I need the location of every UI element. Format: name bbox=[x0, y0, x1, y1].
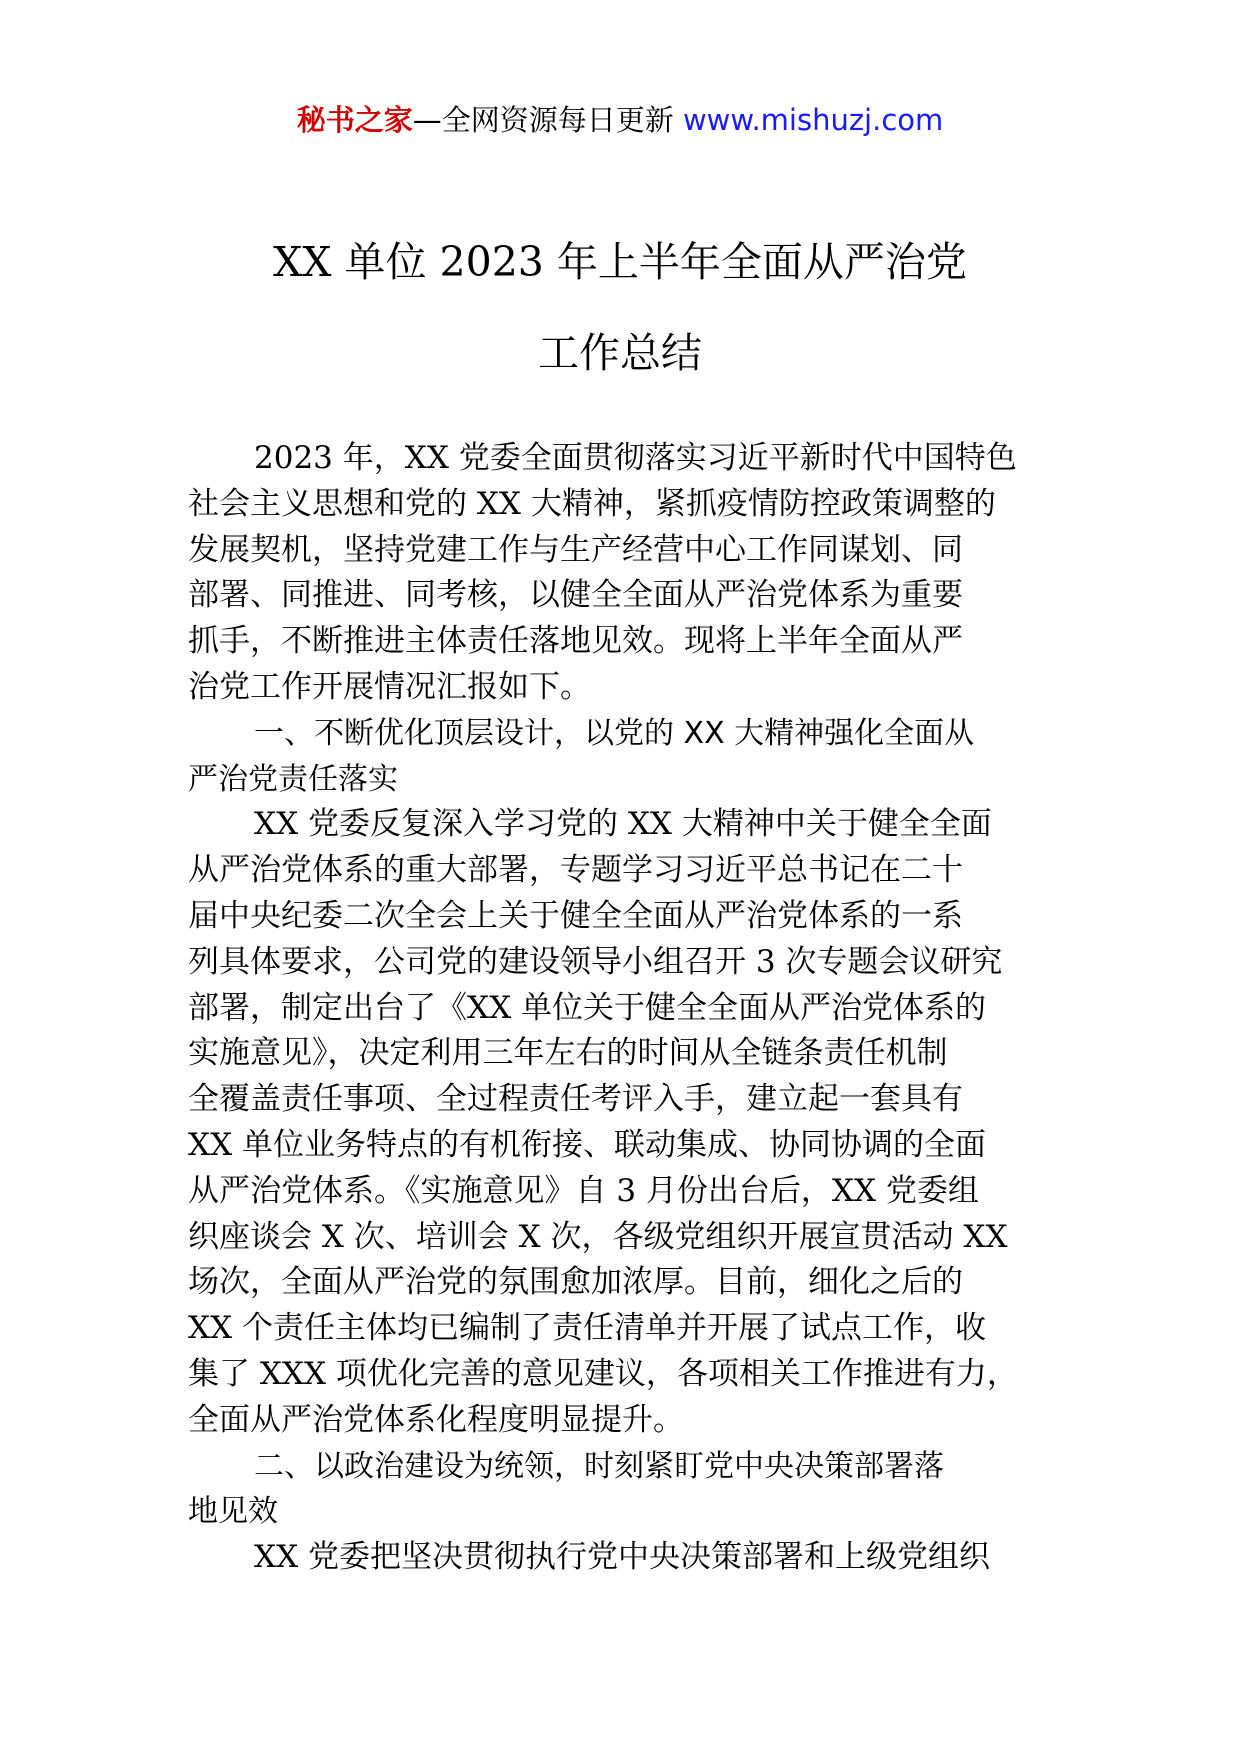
section-heading-1-cont: 严治党责任落实 bbox=[188, 761, 398, 797]
site-url-link[interactable]: www.mishuzj.com bbox=[682, 103, 944, 137]
body-line: XX 党委反复深入学习党的 XX 大精神中关于健全全面 bbox=[254, 806, 992, 843]
body-line: 织座谈会 X 次、培训会 X 次，各级党组织开展宣贯活动 XX bbox=[188, 1218, 1008, 1255]
body-line: 集了 XXX 项优化完善的意见建议，各项相关工作推进有力， bbox=[188, 1355, 1018, 1392]
document-title-line-2: 工作总结 bbox=[538, 329, 702, 377]
brand-name: 秘书之家 bbox=[296, 103, 413, 137]
body-line: 社会主义思想和党的 XX 大精神，紧抓疫情防控政策调整的 bbox=[188, 485, 996, 522]
document-title-line-1: XX 单位 2023 年上半年全面从严治党 bbox=[273, 238, 967, 286]
section-heading-1: 一、不断优化顶层设计，以党的 XX 大精神强化全面从 bbox=[254, 715, 975, 751]
body-line: 列具体要求，公司党的建设领导小组召开 3 次专题会议研究 bbox=[188, 943, 1003, 980]
section-heading-2: 二、以政治建设为统领，时刻紧盯党中央决策部署落 bbox=[254, 1448, 944, 1484]
body-line: 抓手，不断推进主体责任落地见效。现将上半年全面从严 bbox=[188, 623, 963, 660]
body-line: 部署，制定出台了《XX 单位关于健全全面从严治党体系的 bbox=[188, 989, 986, 1026]
body-line: 2023 年，XX 党委全面贯彻落实习近平新时代中国特色 bbox=[254, 440, 1017, 476]
header-tagline: —全网资源每日更新 bbox=[412, 103, 674, 137]
body-line: 从严治党体系的重大部署，专题学习习近平总书记在二十 bbox=[188, 852, 963, 889]
body-line: XX 党委把坚决贯彻执行党中央决策部署和上级党组织 bbox=[254, 1539, 990, 1576]
body-line: 从严治党体系。《实施意见》自 3 月份出台后，XX 党委组 bbox=[188, 1172, 979, 1209]
body-line: 全覆盖责任事项、全过程责任考评入手，建立起一套具有 bbox=[188, 1081, 963, 1118]
body-line: 场次，全面从严治党的氛围愈加浓厚。目前，细化之后的 bbox=[188, 1264, 963, 1301]
document-body bbox=[188, 436, 1058, 1581]
body-line: XX 单位业务特点的有机衔接、联动集成、协同协调的全面 bbox=[188, 1126, 986, 1163]
body-line: XX 个责任主体均已编制了责任清单并开展了试点工作，收 bbox=[188, 1310, 986, 1347]
body-line: 全面从严治党体系化程度明显提升。 bbox=[188, 1401, 684, 1438]
section-heading-2-cont: 地见效 bbox=[188, 1494, 278, 1530]
body-line: 部署、同推进、同考核，以健全全面从严治党体系为重要 bbox=[188, 577, 963, 614]
body-line: 实施意见》，决定利用三年左右的时间从全链条责任机制 bbox=[188, 1035, 948, 1072]
body-line: 治党工作开展情况汇报如下。 bbox=[188, 668, 591, 705]
body-line: 发展契机，坚持党建工作与生产经营中心工作同谋划、同 bbox=[188, 531, 963, 568]
site-header bbox=[0, 100, 1240, 140]
body-line: 届中央纪委二次全会上关于健全全面从严治党体系的一系 bbox=[188, 897, 963, 934]
